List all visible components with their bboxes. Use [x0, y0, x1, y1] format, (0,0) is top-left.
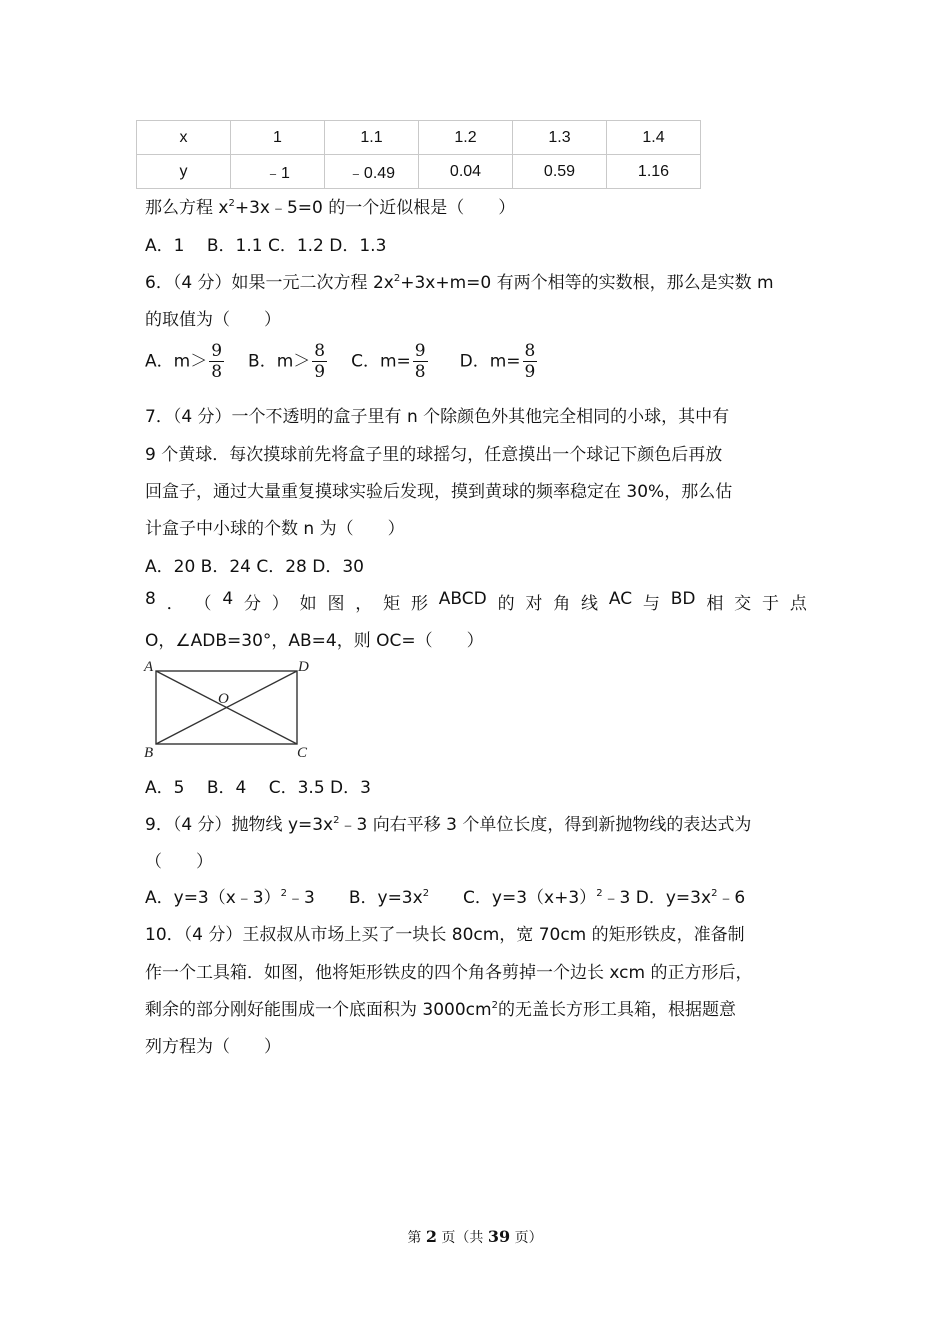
- q9-sup: 2: [333, 815, 340, 826]
- fraction-numerator: 8: [524, 341, 536, 361]
- q6-line2: 的取值为（ ）: [145, 310, 281, 330]
- table-cell: ﹣0.49: [325, 155, 419, 189]
- q8-token: AC: [608, 589, 633, 609]
- q6-fraction-a: [209, 341, 224, 382]
- table-cell: 1.16: [607, 155, 701, 189]
- q7-line2: 9 个黄球．每次摸球前先将盒子里的球摇匀，任意摸出一个球记下颜色后再放: [145, 445, 723, 465]
- q8-token: （: [194, 594, 212, 614]
- q8-token: 如: [299, 594, 317, 614]
- q9-line2: （ ）: [145, 852, 213, 872]
- q5-options: A．1 B．1.1 C．1.2 D．1.3: [145, 236, 387, 256]
- q8-token: 线: [581, 594, 599, 614]
- q9-text-post: ﹣3 向右平移 3 个单位长度，得到新抛物线的表达式为: [339, 815, 752, 835]
- q6-option-c: C．m=: [351, 351, 411, 372]
- q5-text-post: +3x﹣5=0 的一个近似根是（ ）: [234, 198, 516, 218]
- q7-line4: 计盒子中小球的个数 n 为（ ）: [145, 519, 405, 539]
- q9-option-a-post: ﹣3: [287, 888, 349, 908]
- q9-option-d-post: ﹣6: [717, 888, 746, 908]
- q8-token: 矩: [383, 594, 401, 614]
- q6-line1: [145, 268, 774, 293]
- table-cell: 1.4: [607, 121, 701, 155]
- table-cell: 1.2: [419, 121, 513, 155]
- q8-token: ．: [166, 594, 184, 614]
- table-cell: 1.3: [513, 121, 607, 155]
- vertex-label-b: B: [144, 745, 154, 761]
- footer-text: 第: [407, 1230, 426, 1246]
- fraction-denominator: 9: [524, 362, 536, 382]
- q5-text-pre: 那么方程 x: [145, 198, 229, 218]
- q9-sup: 2: [596, 888, 603, 899]
- total-pages: 39: [487, 1227, 511, 1246]
- table-cell: 1: [231, 121, 325, 155]
- q8-token: ）: [271, 594, 289, 614]
- fraction-numerator: 8: [314, 341, 326, 361]
- q8-token: 8: [145, 589, 156, 609]
- q8-token: BD: [670, 589, 696, 609]
- q9-sup: 2: [280, 888, 288, 899]
- fraction-denominator: 8: [414, 362, 426, 382]
- q8-token: 于: [761, 594, 779, 614]
- q7-line3: 回盒子，通过大量重复摸球实验后发现，摸到黄球的频率稳定在 30%，那么估: [145, 482, 733, 502]
- q6-sup: 2: [393, 273, 401, 284]
- q8-token: 分: [243, 594, 261, 614]
- q8-token: 交: [734, 594, 752, 614]
- q9-line1: [145, 810, 751, 835]
- rectangle-abcd-figure: [143, 656, 323, 762]
- q8-token: 角: [553, 594, 571, 614]
- q5-sup: 2: [228, 198, 235, 209]
- footer-text: 页（共: [436, 1230, 488, 1246]
- q9-sup: 2: [422, 888, 430, 899]
- q6-options: [145, 341, 539, 382]
- q9-options: [145, 883, 745, 908]
- q8-line1: [145, 589, 807, 614]
- table-cell: ﹣1: [231, 155, 325, 189]
- q6-text-pre: 6．（4 分）如果一元二次方程 2x: [145, 273, 394, 293]
- footer-text: 页）: [510, 1230, 543, 1246]
- table-row-x: [137, 121, 701, 155]
- q8-token: 的: [497, 594, 515, 614]
- q10-line1: 10．（4 分）王叔叔从市场上买了一块长 80cm，宽 70cm 的矩形铁皮，准备制: [145, 925, 745, 945]
- q10-text-pre: 剩余的部分刚好能围成一个底面积为 3000cm: [145, 1000, 492, 1020]
- q6-option-d: D．m=: [459, 351, 521, 372]
- q8-options: A．5 B．4 C．3.5 D．3: [145, 778, 371, 798]
- q7-line1: 7．（4 分）一个不透明的盒子里有 n 个除颜色外其他完全相同的小球，其中有: [145, 407, 730, 427]
- q6-option-b: B．m＞: [248, 351, 311, 372]
- fraction-numerator: 9: [211, 341, 223, 361]
- q8-token: 对: [525, 594, 543, 614]
- q6-fraction-b: [312, 341, 327, 382]
- q6-fraction-d: [523, 341, 538, 382]
- q9-option-b: B．y=3x: [348, 888, 423, 908]
- table-row-y: [137, 155, 701, 189]
- q9-option-c-post: ﹣3 D．y=3x: [602, 888, 712, 908]
- page-footer: [0, 1227, 950, 1247]
- fraction-denominator: 9: [314, 362, 326, 382]
- q7-options: A．20 B．24 C．28 D．30: [145, 557, 364, 577]
- q10-text-post: 的无盖长方形工具箱，根据题意: [497, 1000, 736, 1020]
- q6-option-a: A．m＞: [145, 351, 208, 372]
- q8-token: ABCD: [438, 589, 487, 609]
- q8-line2: O，∠ADB=30°，AB=4，则 OC=（ ）: [145, 631, 484, 651]
- q8-token: 相: [706, 594, 724, 614]
- q8-token: 点: [789, 594, 807, 614]
- fraction-numerator: 9: [414, 341, 426, 361]
- q8-token: ，: [355, 594, 373, 614]
- q8-token: 形: [410, 594, 428, 614]
- q10-sup: 2: [491, 1000, 498, 1011]
- q8-token: 与: [642, 594, 660, 614]
- vertex-label-a: A: [144, 659, 154, 675]
- q10-line4: 列方程为（ ）: [145, 1037, 281, 1057]
- page-number: 2: [425, 1227, 437, 1246]
- table-cell: 0.04: [419, 155, 513, 189]
- q6-text-post: +3x+m=0 有两个相等的实数根，那么是实数 m: [400, 273, 774, 293]
- table-cell: 1.1: [325, 121, 419, 155]
- table-cell: y: [137, 155, 231, 189]
- table-cell: x: [137, 121, 231, 155]
- q8-token: 4: [222, 589, 234, 609]
- q9-option-a: A．y=3（x﹣3）: [145, 888, 281, 908]
- fraction-denominator: 8: [211, 362, 223, 382]
- q5-question-text: [145, 193, 515, 218]
- vertex-label-d: D: [298, 659, 309, 675]
- table-cell: 0.59: [513, 155, 607, 189]
- center-label-o: O: [218, 691, 229, 707]
- q8-token: 图: [327, 594, 345, 614]
- q10-line2: 作一个工具箱．如图，他将矩形铁皮的四个角各剪掉一个边长 xcm 的正方形后，: [145, 963, 753, 983]
- xy-value-table: [136, 120, 701, 189]
- q6-fraction-c: [413, 341, 428, 382]
- q10-line3: [145, 995, 736, 1020]
- q9-text-pre: 9．（4 分）抛物线 y=3x: [145, 815, 334, 835]
- q9-option-c: C．y=3（x+3）: [429, 888, 597, 908]
- q9-sup: 2: [711, 888, 718, 899]
- vertex-label-c: C: [297, 745, 308, 761]
